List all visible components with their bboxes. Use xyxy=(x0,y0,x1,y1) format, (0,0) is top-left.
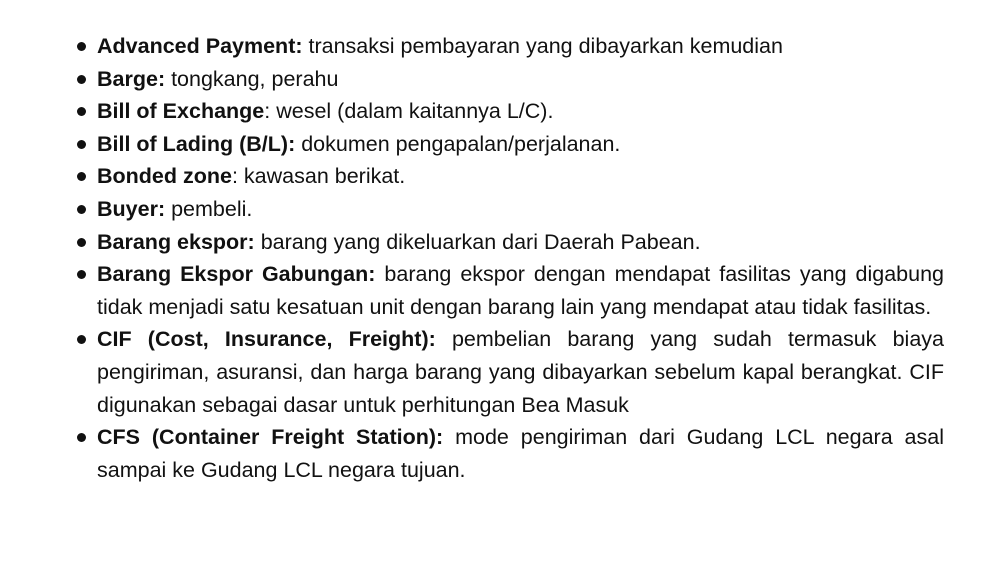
bullet-icon xyxy=(77,433,86,442)
glossary-term: Bill of Lading (B/L): xyxy=(97,131,296,156)
glossary-term: Bill of Exchange xyxy=(97,99,265,124)
glossary-entry xyxy=(72,30,944,63)
bullet-icon xyxy=(77,238,86,247)
glossary-entry xyxy=(72,160,944,193)
glossary-term: CIF (Cost, Insurance, Freight): xyxy=(97,327,436,352)
glossary-definition: barang ekspor dengan mendapat fasilitas yang digabung tidak menjadi satu kesatuan unit dengan barang lain yang mendapat atau tidak fasilitas. xyxy=(97,262,945,319)
glossary-definition: tongkang, perahu xyxy=(165,66,339,91)
bullet-icon xyxy=(77,107,86,116)
glossary-entry xyxy=(72,63,944,96)
glossary-term: Advanced Payment: xyxy=(97,34,303,58)
glossary-definition: pembelian barang yang sudah termasuk biaya pengiriman, asuransi, dan harga barang yang dibayarkan sebelum kapal berangkat. CIF digunakan sebagai dasar untuk perhitungan Bea Masuk xyxy=(97,327,944,417)
glossary-term: Buyer: xyxy=(97,196,166,221)
glossary-entry xyxy=(72,323,944,421)
glossary-definition: : wesel (dalam kaitannya L/C). xyxy=(264,99,554,124)
glossary-definition: mode pengiriman dari Gudang LCL negara asal sampai ke Gudang LCL negara tujuan. xyxy=(97,425,945,482)
glossary-entry xyxy=(72,226,944,259)
bullet-icon xyxy=(77,172,86,181)
glossary-term: Barge: xyxy=(97,66,166,91)
glossary-definition: barang yang dikeluarkan dari Daerah Pabean. xyxy=(254,229,701,254)
bullet-icon xyxy=(77,75,86,84)
bullet-icon xyxy=(77,205,86,214)
glossary-entry xyxy=(72,95,944,128)
bullet-icon xyxy=(77,140,86,149)
glossary-entry xyxy=(72,258,944,323)
bullet-icon xyxy=(77,270,86,279)
glossary-term: Bonded zone xyxy=(97,164,232,189)
glossary-entry xyxy=(72,421,944,486)
glossary-term: Barang ekspor: xyxy=(97,229,255,254)
bullet-icon xyxy=(77,42,86,51)
glossary-list xyxy=(72,30,944,486)
glossary-definition: : kawasan berikat. xyxy=(231,164,406,189)
glossary-entry xyxy=(72,193,944,226)
glossary-term: CFS (Container Freight Station): xyxy=(97,425,444,450)
glossary-definition: transaksi pembayaran yang dibayarkan kemudian xyxy=(302,34,783,58)
bullet-icon xyxy=(77,335,86,344)
glossary-term: Barang Ekspor Gabungan: xyxy=(97,262,376,287)
glossary-definition: pembeli. xyxy=(165,196,253,221)
glossary-entry xyxy=(72,128,944,161)
glossary-definition: dokumen pengapalan/perjalanan. xyxy=(295,131,621,156)
